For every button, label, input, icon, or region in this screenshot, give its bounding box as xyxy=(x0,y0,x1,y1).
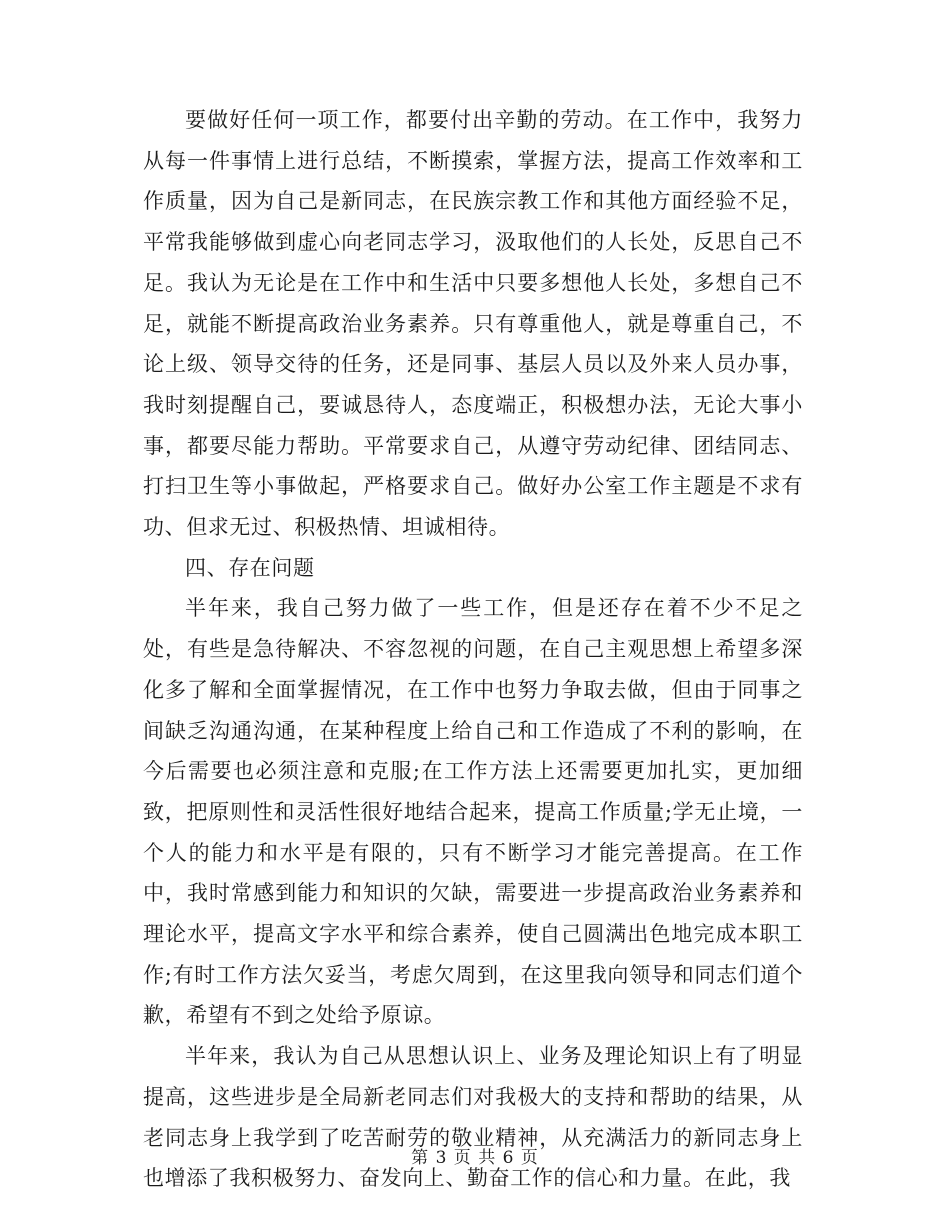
section-heading-problems: 四、存在问题 xyxy=(185,555,315,580)
page-footer xyxy=(0,1143,950,1168)
body-paragraph-2: 半年来，我自己努力做了一些工作，但是还存在着不少不足之处，有些是急待解决、不容忽视的问题，在自己主观思想上希望多深化多了解和全面掌握情况，在工作中也努力争取去做，但由于同事之间缺乏沟通沟通，在某种程度上给自己和工作造成了不利的影响，在今后需要也必须注意和克服;在工作方法上还需要更加扎实，更加细致，把原则性和灵活性很好地结合起来，提高工作质量;学无止境，一个人的能力和水平是有限的，只有不断学习才能完善提高。在工作中，我时常感到能力和知识的欠缺，需要进一步提高政治业务素养和理论水平，提高文字水平和综合素养，使自己圆满出色地完成本职工作;有时工作方法欠妥当，考虑欠周到，在这里我向领导和同志们道个歉，希望有不到之处给予原谅。 xyxy=(143,596,803,1028)
document-page xyxy=(143,100,803,1199)
body-paragraph-1: 要做好任何一项工作，都要付出辛勤的劳动。在工作中，我努力从每一件事情上进行总结，不断摸索，掌握方法，提高工作效率和工作质量，因为自己是新同志，在民族宗教工作和其他方面经验不足，平常我能够做到虚心向老同志学习，汲取他们的人长处，反思自己不足。我认为无论是在工作中和生活中只要多想他人长处，多想自己不足，就能不断提高政治业务素养。只有尊重他人，就是尊重自己，不论上级、领导交待的任务，还是同事、基层人员以及外来人员办事，我时刻提醒自己，要诚恳待人，态度端正，积极想办法，无论大事小事，都要尽能力帮助。平常要求自己，从遵守劳动纪律、团结同志、打扫卫生等小事做起，严格要求自己。做好办公室工作主题是不求有功、但求无过、积极热情、坦诚相待。 xyxy=(143,108,803,540)
page-number-label: 第 3 页 共 6 页 xyxy=(411,1148,539,1168)
body-paragraph-3: 半年来，我认为自己从思想认识上、业务及理论知识上有了明显提高，这些进步是全局新老同志们对我极大的支持和帮助的结果，从老同志身上我学到了吃苦耐劳的敬业精神，从充满活力的新同志身上也增添了我积极努力、奋发向上、勤奋工作的信心和力量。在此，我 xyxy=(143,1044,803,1191)
